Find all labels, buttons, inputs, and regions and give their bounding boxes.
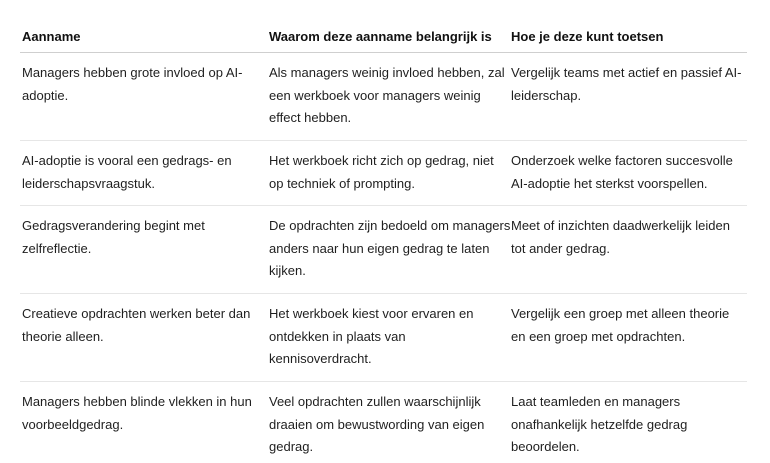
cell-assumption: Creatieve opdrachten werken beter dan theorie alleen. xyxy=(22,306,251,344)
cell-why: Veel opdrachten zullen waarschijnlijk draaien om bewustwording van eigen gedrag. xyxy=(269,394,485,454)
cell-test: Meet of inzichten daadwerkelijk leiden tot ander gedrag. xyxy=(511,218,730,256)
header-test: Hoe je deze kunt toetsen xyxy=(511,29,664,44)
table-row xyxy=(20,206,747,294)
table-row xyxy=(20,382,747,463)
cell-test: Vergelijk een groep met alleen theorie en een groep met opdrachten. xyxy=(511,306,730,344)
cell-why: De opdrachten zijn bedoeld om managers anders naar hun eigen gedrag te laten kijken. xyxy=(269,218,511,278)
cell-test: Onderzoek welke factoren succesvolle AI-adoptie het sterkst voorspellen. xyxy=(511,153,733,191)
table-header-row xyxy=(20,14,747,53)
table-row xyxy=(20,53,747,141)
cell-why: Als managers weinig invloed hebben, zal een werkboek voor managers weinig effect hebben. xyxy=(269,65,505,125)
cell-assumption: AI-adoptie is vooral een gedrags- en leiderschapsvraagstuk. xyxy=(22,153,232,191)
cell-test: Laat teamleden en managers onafhankelijk hetzelfde gedrag beoordelen. xyxy=(511,394,688,454)
cell-why: Het werkboek richt zich op gedrag, niet op techniek of prompting. xyxy=(269,153,494,191)
cell-why: Het werkboek kiest voor ervaren en ontdekken in plaats van kennisoverdracht. xyxy=(269,306,474,366)
cell-assumption: Managers hebben grote invloed op AI-adoptie. xyxy=(22,65,243,103)
table-row xyxy=(20,294,747,382)
header-why: Waarom deze aanname belangrijk is xyxy=(269,29,492,44)
table-row xyxy=(20,141,747,206)
header-assumption: Aanname xyxy=(22,29,81,44)
cell-test: Vergelijk teams met actief en passief AI-leiderschap. xyxy=(511,65,742,103)
cell-assumption: Gedragsverandering begint met zelfreflectie. xyxy=(22,218,205,256)
cell-assumption: Managers hebben blinde vlekken in hun voorbeeldgedrag. xyxy=(22,394,252,432)
